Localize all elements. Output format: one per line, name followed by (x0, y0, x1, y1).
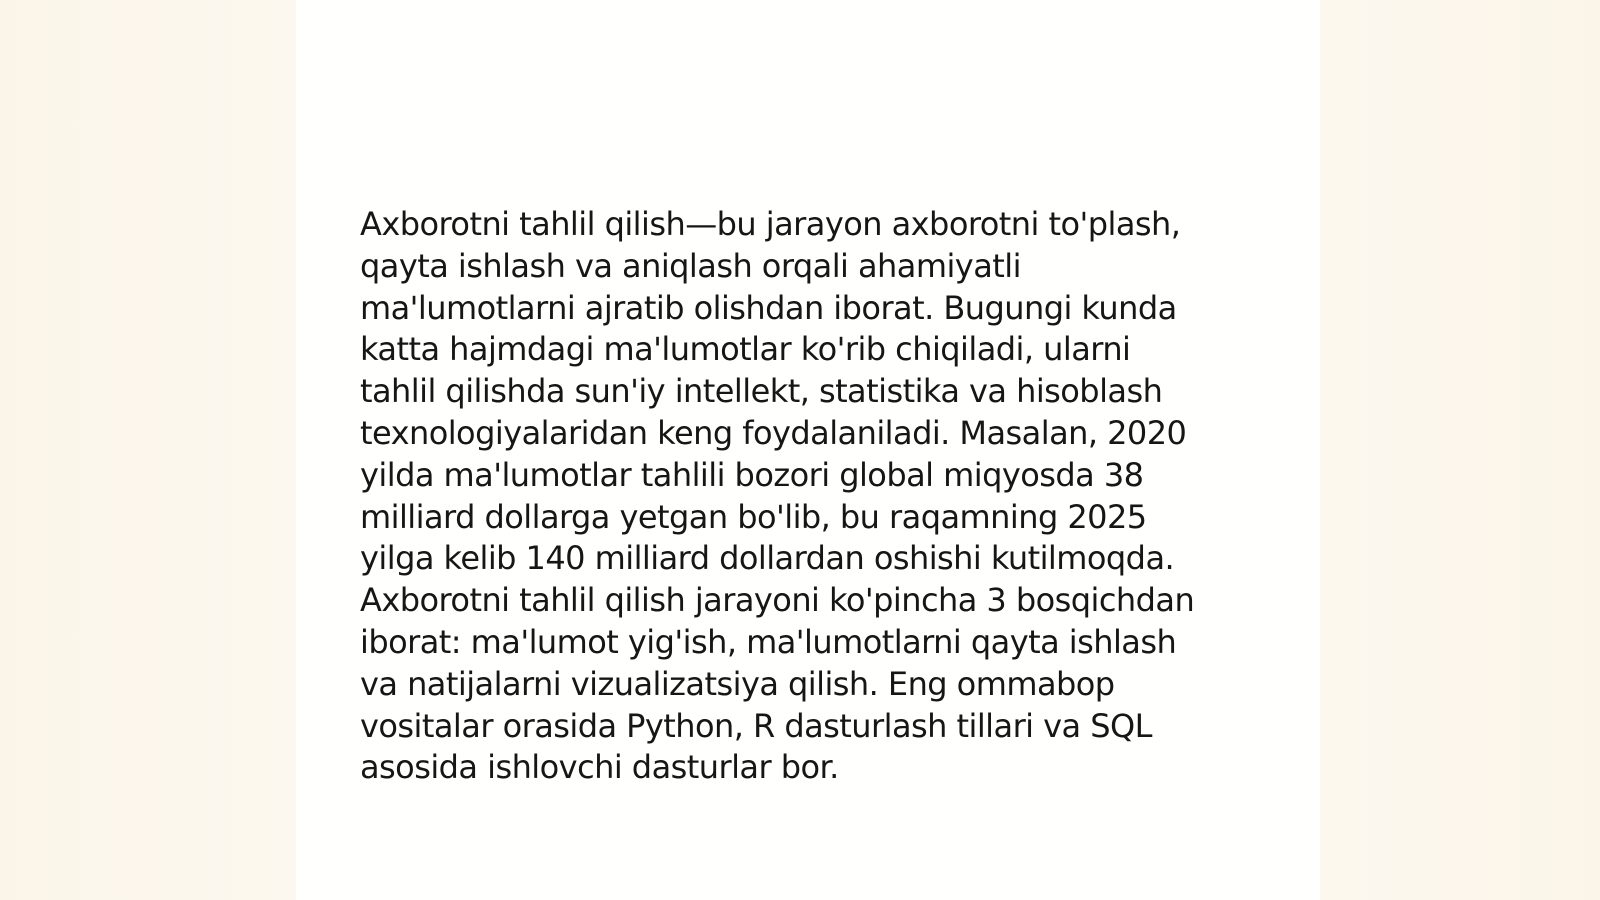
document-body-text: Axborotni tahlil qilish—bu jarayon axborotni to'plash, qayta ishlash va aniqlash orqali ahamiyatli ma'lumotlarni ajratib olishdan iborat. Bugungi kunda katta hajmdagi ma'lumotlar ko'rib chiqiladi, ularni tahlil qilishda sun'iy intellekt, statistika va hisoblash texnologiyalaridan keng foydalaniladi. Masalan, 2020 yilda ma'lumotlar tahlili bozori global miqyosda 38 milliard dollarga yetgan bo'lib, bu raqamning 2025 yilga kelib 140 milliard dollardan oshishi kutilmoqda. Axborotni tahlil qilish jarayoni ko'pincha 3 bosqichdan iborat: ma'lumot yig'ish, ma'lumotlarni qayta ishlash va natijalarni vizualizatsiya qilish. Eng ommabop vositalar orasida Python, R dasturlash tillari va SQL asosida ishlovchi dasturlar bor. (360, 205, 1195, 787)
